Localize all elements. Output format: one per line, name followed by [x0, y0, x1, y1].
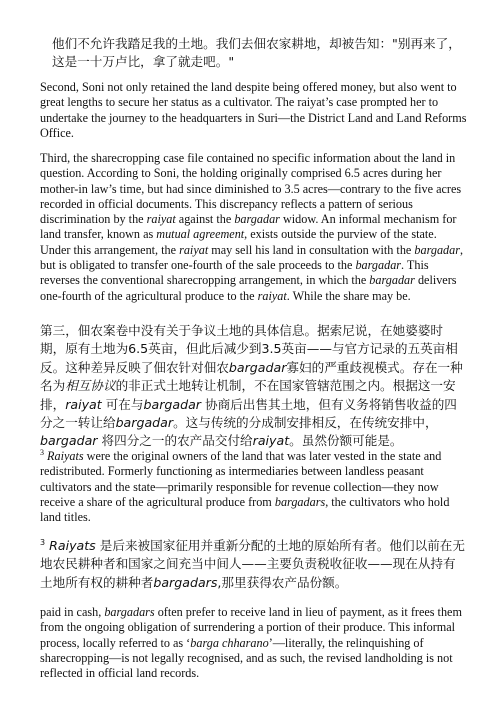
text-run: ’—literally, the relinquishing of sharecropping—is not legally recognised, and as such, the revised landholding is not reflected in official land records. — [40, 635, 453, 681]
paragraph-third-en — [40, 151, 468, 304]
text-run: . This reverses the conventional sharecropping arrangement, in which the — [40, 258, 429, 288]
text-run: 是后来被国家征用并重新分配的土地的原始所有者。他们以前在无地农民耕种者和国家之间充当中间人——主要负责税收征收——现在从持有土地所有权的耕种者 — [40, 538, 465, 590]
text-run: widow. An informal mechanism for land transfer, known as — [40, 212, 457, 242]
text-run: paid in cash, — [40, 605, 105, 619]
term-bargadar: bargadar — [369, 273, 415, 288]
text-run: , exists outside the purview of the state. Under this arrangement, the — [40, 227, 437, 257]
term-raiyat: raiyat — [65, 396, 102, 412]
text-run: 寡妇的严重歧视模式。存在一种名为 — [40, 359, 463, 394]
term-bargadars: bargadars — [274, 494, 326, 509]
term-raiyat: raiyat — [257, 288, 287, 303]
footnote-marker: 3 — [40, 447, 44, 457]
text-run: , the cultivators who hold land titles. — [40, 494, 450, 525]
term-bargadars: bargadars — [104, 605, 155, 619]
text-run: 的非正式土地转让机制，不在国家管辖范围之内。根据这一安排， — [40, 378, 456, 412]
term-mutual-agreement: mutual agreement — [156, 227, 245, 242]
text-run: , but is obligated to transfer one-fourth of the sale proceeds to the — [40, 242, 464, 273]
term-bargadar: bargadar — [143, 396, 201, 412]
text-run: delivers one-fourth of the agricultural produce to the — [40, 273, 457, 303]
term-bargadar: bargadar — [234, 212, 280, 227]
text-run: 协商后出售其土地，但有义务将销售收益的四分之一转让给 — [40, 396, 457, 431]
text-run: 第三，佃农案卷中没有关于争议土地的具体信息。据索尼说，在她婆婆时期，原有土地为6.5英亩，但此后减少到3.5英亩——与官方记录的五英亩相反。这种差异反映了佃农针对佃农 — [40, 323, 458, 375]
term-mutual-agreement: 相互协议 — [65, 378, 116, 394]
text-run: were the original owners of the land that was later vested in the state and redistributed. Formerly functioning as intermediaries between landless peasant cultivators and the state—primarily responsible for revenue collection—they now receive a share of the agricultural produce from — [40, 449, 442, 509]
term-bargadar: bargadar — [414, 242, 460, 257]
term-raiyats: Raiyats — [49, 538, 96, 553]
term-bargadar: bargadar — [228, 359, 287, 375]
footnote-3-zh — [40, 537, 468, 592]
text-run: . While the share may be. — [286, 288, 411, 303]
text-run: Third, the sharecropping case file contained no specific information about the land in question. According to Soni, the holding originally comprised 6.5 acres during her mother-in law’s time, but had since diminished to 3.5 acres—contrary to the five acres recorded in official documents. This discrepancy reflects a pattern of serious discrimination by the — [40, 151, 462, 227]
quote-text: 他们不允许我踏足我的土地。我们去佃农家耕地，却被告知："别再来了，这是一十万卢比，拿了就走吧。" — [52, 36, 461, 70]
paragraph-second-en — [40, 80, 468, 141]
term-raiyat: raiyat — [146, 212, 176, 227]
term-raiyat: raiyat — [179, 242, 209, 257]
term-raiyats: Raiyats — [47, 449, 84, 463]
paragraph-text: Second, Soni not only retained the land despite being offered money, but also went to great lengths to secure her status as a cultivator. The raiyat’s case prompted her to undertake the journey to the headquarters in Suri—the District Land and Land Reforms Office. — [40, 80, 467, 140]
term-bargadar: bargadar — [115, 415, 174, 431]
text-run: against the — [175, 212, 235, 227]
term-bargadar: bargadar — [40, 433, 98, 449]
term-bargadars: bargadars — [153, 574, 218, 590]
text-run: may sell his land in consultation with the — [208, 242, 415, 257]
text-run: 可在与 — [101, 396, 144, 412]
text-run: 。这与传统的分成制安排相反，在传统安排中， — [173, 415, 438, 431]
text-run: ,那里获得农产品份额。 — [217, 574, 348, 590]
chinese-quote — [52, 35, 464, 72]
text-run: 。虽然份额可能是。 — [289, 433, 403, 449]
footnote-3-en — [40, 449, 468, 525]
text-run: 将四分之一的农产品交付给 — [97, 433, 253, 449]
term-barga-chharano: barga chharano — [190, 635, 269, 650]
term-raiyat: raiyat — [252, 433, 290, 449]
paragraph-paid-en — [40, 605, 468, 681]
footnote-marker: 3 — [40, 537, 46, 547]
term-bargadar: bargadar — [355, 258, 402, 273]
text-run: often prefer to receive land in lieu of payment, as it frees them from the ongoing obligation of surrendering a portion of their produce. This informal process, locally referred to as ‘ — [40, 605, 462, 650]
paragraph-third-zh — [40, 322, 468, 451]
